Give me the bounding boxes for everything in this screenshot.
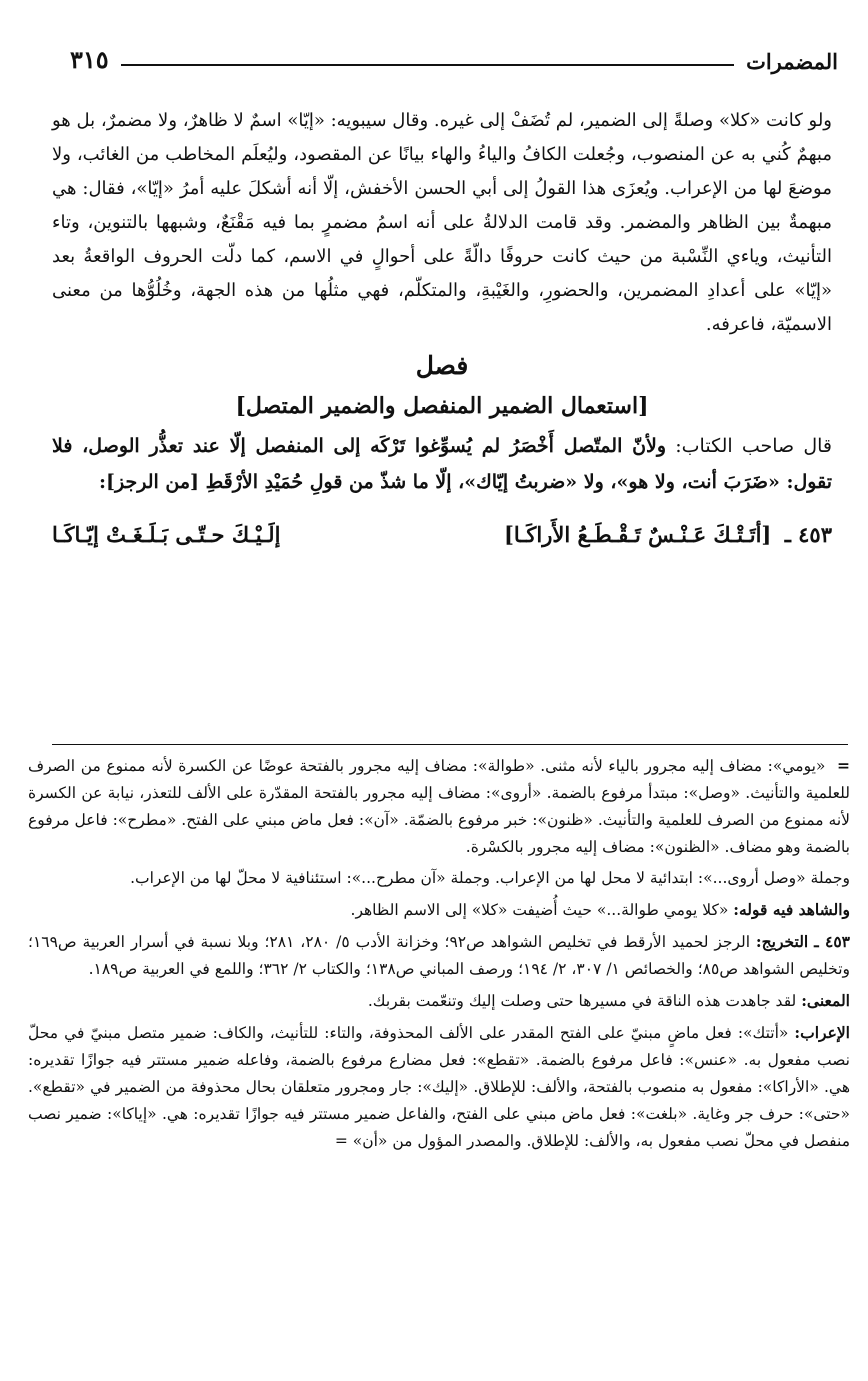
footnote-separator: [52, 744, 848, 745]
author-quote: [52, 428, 832, 500]
quote-text: ولأنّ المتّصل أَخْصَرُ لم يُسوِّغوا تَرْكَه إلى المنفصل إلّا عند تعذُّر الوصل، فلا تقول: «ضَرَبَ أنت، ولا هو»، ولا «ضربتُ إيّاك»، إلّا ما شذّ من قولِ حُمَيْدِ الأرْقَطِ [من الرجز]:: [52, 435, 832, 493]
footnote-irab-prev: «يومي»: مضاف إليه مجرور بالياء لأنه مثنى. «طوالة»: مضاف إليه مجرور بالفتحة عوضًا عن الكسرة لأنه ممنوع من الصرف للعلمية والتأنيث. «وصل»: مبتدأ مرفوع بالضمة. «أروى»: مضاف إليه مجرور بالفتحة المقدّرة على الألف للتعذر، نيابة عن الكسرة لأنه ممنوع من الصرف للعلمية والتأنيث. «ظنون»: خبر مرفوع بالضمّة. «آن»: فعل ماض مبني على الفتح. «مطرح»: فاعل مرفوع بالضمة وهو مضاف. «الظنون»: مضاف إليه مجرور بالكسْرة.: [28, 757, 850, 856]
footnote-shahid: [28, 896, 850, 924]
verse-453: [52, 522, 832, 547]
footnote-continuation-2: وجملة «وصل أروى...»: ابتدائية لا محل لها من الإعراب. وجملة «آن مطرح...»: استئنافية لا محلّ لها من الإعراب.: [130, 869, 850, 887]
running-title: المضمرات: [746, 49, 838, 74]
footnote-continuation-1: [28, 752, 850, 861]
footnotes: [28, 752, 850, 1159]
section-title: فصل: [415, 351, 469, 380]
running-header: [70, 40, 838, 74]
page-number: ٣١٥: [70, 45, 109, 74]
maana-text: لقد جاهدت هذه الناقة في مسيرها حتى وصلت إليك وتنعّمت بقربك.: [367, 992, 797, 1010]
footnote-maana: [28, 987, 850, 1015]
shahid-text: «كلا يومي طوالة...» حيث أُضيفت «كلا» إلى الاسم الظاهر.: [350, 901, 729, 919]
paragraph-kala-iyya: ولو كانت «كلا» وصلةً إلى الضمير، لم تُضَفْ إلى غيره. وقال سيبويه: «إيّا» اسمٌ لا ظاهرٌ، ولا مضمرٌ، بل هو مبهمٌ كُني به عن المنصوب، وجُعلت الكافُ والياءُ والهاء بيانًا عن المقصود، وليُعلَم المخاطب من الغائب، ولا موضعَ لها من الإعراب. ويُعزَى هذا القولُ إلى أبي الحسن الأخفش، إلّا أنه أشكلَ عليه أمرُ «إيّا»، فقال: هي مبهمةٌ بين الظاهر والمضمر. وقد قامت الدلالةُ على أنه اسمُ مضمرٍ بما فيه مَقْنَعٌ، وشبهها بالتنوين، وتاء التأنيث، وياءي النِّسْبة من حيث كانت حروفًا دالّةً على أحوالٍ في الاسم، كما دلّت الحروف الواقعةُ بعد «إيّا» على أعدادِ المضمرين، والحضورِ، والغَيْبةِ، والمتكلّم، فهي مثلُها من هذه الجهة، وخُلُوُّها من معنى الاسميّة، فاعرفه.: [52, 110, 832, 335]
takhrij-label: التخريج:: [755, 932, 809, 951]
main-text: [52, 104, 832, 547]
irab-text: «أتتك»: فعل ماضٍ مبنيّ على الفتح المقدر على الألف المحذوفة، والتاء: للتأنيث، والكاف: ضمير متصل مبنيّ في محلّ نصب مفعول به. «عنس»: فاعل مرفوع بالضمة. «تقطع»: فعل مضارع مرفوع بالضمة، وفاعله ضمير مستتر فيه جوازًا تقديره: هي. «الأراكا»: مفعول به منصوب بالفتحة، والألف: للإطلاق. «إليك»: جار ومجرور متعلقان بحال محذوفة من الضمير في «تقطع». «حتى»: حرف جر وغاية. «بلغت»: فعل ماض مبني على الفتح، والفاعل ضمير مستتر فيه جوازًا تقديره: هي. «إياكا»: ضمير نصب منفصل في محلّ نصب مفعول به، والألف: للإطلاق. والمصدر المؤول من «أن» =: [28, 1024, 850, 1150]
irab-label: الإعراب:: [794, 1023, 850, 1042]
verse-number: ٤٥٣ ـ: [784, 522, 832, 547]
verse-second-hemistich: إلَـيْـكَ حـتّـى بَـلَـغَـتْ إيّـاكَـا: [52, 522, 281, 547]
verse-first-hemistich: [أتَـتْـكَ عَـنْـسٌ تَـقْـطَـعُ الأَراكَـا]: [503, 522, 772, 547]
shahid-label: والشاهد فيه قوله:: [733, 900, 850, 919]
footnote-number: ٤٥٣ ـ: [814, 932, 851, 951]
continuation-marker: =: [837, 756, 850, 775]
footnote-irab: [28, 1019, 850, 1155]
header-rule: [121, 64, 734, 66]
takhrij-text: الرجز لحميد الأرقط في تخليص الشواهد ص٩٢؛ وخزانة الأدب ٥/ ٢٨٠، ٢٨١؛ وبلا نسبة في أسرار العربية ص١٦٩؛ وتخليص الشواهد ص٨٥؛ والخصائص ١/ ٣٠٧، ٢/ ١٩٤؛ ورصف المباني ص١٣٨؛ والكتاب ٢/ ٣٦٢؛ واللمع في العربية ص١٨٩.: [28, 933, 850, 978]
footnote-453-takhrij: [28, 928, 850, 983]
section-subtitle: [استعمال الضمير المنفصل والضمير المتصل]: [235, 393, 649, 419]
quote-intro: قال صاحب الكتاب:: [675, 435, 832, 457]
maana-label: المعنى:: [801, 991, 850, 1010]
